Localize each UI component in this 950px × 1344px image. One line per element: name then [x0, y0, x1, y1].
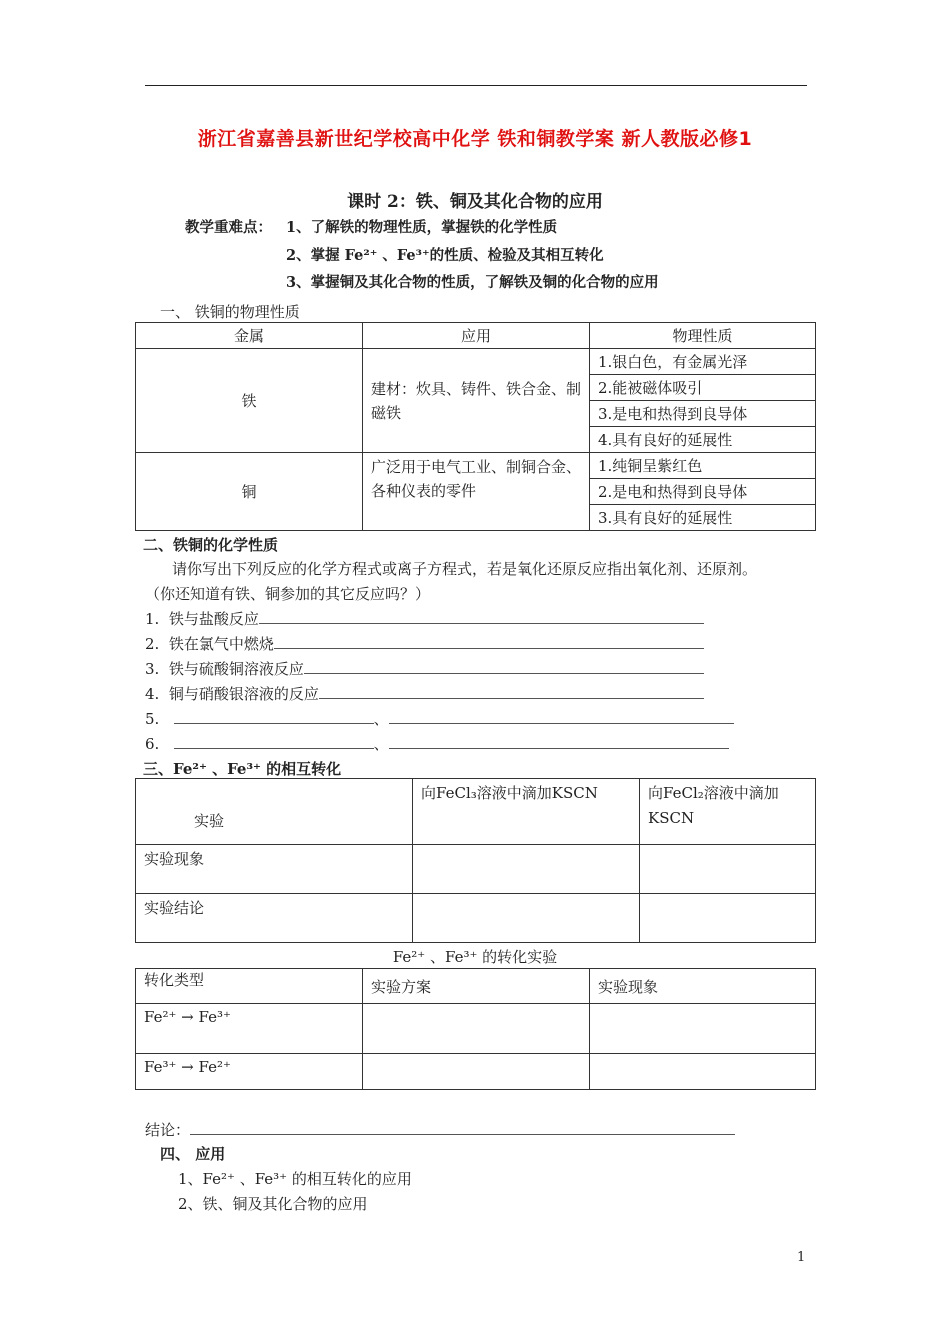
key-points-label: 教学重难点： — [185, 219, 272, 236]
reaction-line-2: 2. 铁在氯气中燃烧 — [145, 633, 704, 654]
answer-blank[interactable] — [174, 709, 374, 724]
kscn-col-fecl3: 向FeCl₃溶液中滴加KSCN — [413, 779, 640, 845]
key-point-1: 1、了解铁的物理性质，掌握铁的化学性质 — [286, 219, 558, 236]
copper-prop: 2.是电和热得到良导体 — [590, 479, 816, 505]
reaction-line-1: 1. 铁与盐酸反应 — [145, 608, 704, 629]
answer-cell[interactable] — [413, 845, 640, 894]
section2-intro: 请你写出下列反应的化学方程式或离子方程式，若是氧化还原反应指出氧化剂、还原剂。 — [172, 560, 758, 578]
page-number: 1 — [797, 1250, 806, 1265]
iron-use: 建材：炊具、铸件、铁合金、制磁铁 — [363, 349, 590, 453]
answer-blank[interactable] — [319, 684, 704, 699]
kscn-col-fecl2: 向FeCl₂溶液中滴加KSCN — [640, 779, 816, 845]
iron-prop: 2.能被磁体吸引 — [590, 375, 816, 401]
lesson-subtitle: 课时 2：铁、铜及其化合物的应用 — [347, 192, 603, 212]
answer-blank[interactable] — [389, 709, 734, 724]
section4-heading: 四、 应用 — [160, 1145, 226, 1163]
answer-blank[interactable] — [259, 609, 704, 624]
answer-blank[interactable] — [174, 734, 374, 749]
copper-name: 铜 — [136, 453, 363, 531]
answer-blank[interactable] — [304, 659, 704, 674]
iron-prop: 4.具有良好的延展性 — [590, 427, 816, 453]
conclusion-line: 结论： — [145, 1119, 735, 1140]
reaction-line-6: 6. 、 — [145, 733, 729, 754]
kscn-col-experiment: 实验 — [136, 779, 413, 845]
reaction-line-3: 3. 铁与硫酸铜溶液反应 — [145, 658, 704, 679]
th-use: 应用 — [363, 323, 590, 349]
answer-blank[interactable] — [190, 1120, 735, 1135]
iron-prop: 3.是电和热得到良导体 — [590, 401, 816, 427]
th-metal: 金属 — [136, 323, 363, 349]
conv-row-fe3-to-fe2: Fe³⁺ → Fe²⁺ — [136, 1054, 363, 1090]
kscn-test-table — [135, 778, 816, 943]
answer-blank[interactable] — [274, 634, 704, 649]
conversion-table-caption: Fe²⁺ 、Fe³⁺ 的转化实验 — [392, 948, 558, 966]
iron-prop: 1.银白色，有金属光泽 — [590, 349, 816, 375]
answer-cell[interactable] — [640, 845, 816, 894]
kscn-row-conclusion: 实验结论 — [136, 894, 413, 943]
section2-heading: 二、铁铜的化学性质 — [143, 536, 279, 554]
section1-heading: 一、 铁铜的物理性质 — [160, 303, 300, 321]
answer-cell[interactable] — [413, 894, 640, 943]
answer-cell[interactable] — [590, 1004, 816, 1054]
copper-prop: 3.具有良好的延展性 — [590, 505, 816, 531]
header-rule — [145, 85, 807, 86]
copper-use: 广泛用于电气工业、制铜合金、各种仪表的零件 — [363, 453, 590, 531]
kscn-row-phenomenon: 实验现象 — [136, 845, 413, 894]
section3-heading: 三、Fe²⁺ 、Fe³⁺ 的相互转化 — [143, 760, 342, 778]
answer-cell[interactable] — [590, 1054, 816, 1090]
conv-th-type: 转化类型 — [136, 969, 363, 1004]
section2-note: （你还知道有铁、铜参加的其它反应吗？） — [145, 585, 431, 603]
document-title: 浙江省嘉善县新世纪学校高中化学 铁和铜教学案 新人教版必修1 — [197, 128, 753, 150]
reaction-line-4: 4. 铜与硝酸银溶液的反应 — [145, 683, 704, 704]
answer-cell[interactable] — [363, 1054, 590, 1090]
copper-prop: 1.纯铜呈紫红色 — [590, 453, 816, 479]
application-item: 2、铁、铜及其化合物的应用 — [178, 1195, 368, 1213]
conversion-table — [135, 968, 816, 1090]
physical-properties-table — [135, 322, 816, 531]
th-props: 物理性质 — [590, 323, 816, 349]
answer-blank[interactable] — [389, 734, 729, 749]
answer-cell[interactable] — [363, 1004, 590, 1054]
key-point-3: 3、掌握铜及其化合物的性质，了解铁及铜的化合物的应用 — [286, 274, 659, 291]
reaction-line-5: 5. 、 — [145, 708, 734, 729]
conv-th-plan: 实验方案 — [363, 969, 590, 1004]
iron-name: 铁 — [136, 349, 363, 453]
application-item: 1、Fe²⁺ 、Fe³⁺ 的相互转化的应用 — [178, 1170, 412, 1188]
conv-row-fe2-to-fe3: Fe²⁺ → Fe³⁺ — [136, 1004, 363, 1054]
key-point-2: 2、掌握 Fe²⁺ 、Fe³⁺的性质、检验及其相互转化 — [286, 247, 604, 264]
conv-th-phenomenon: 实验现象 — [590, 969, 816, 1004]
answer-cell[interactable] — [640, 894, 816, 943]
